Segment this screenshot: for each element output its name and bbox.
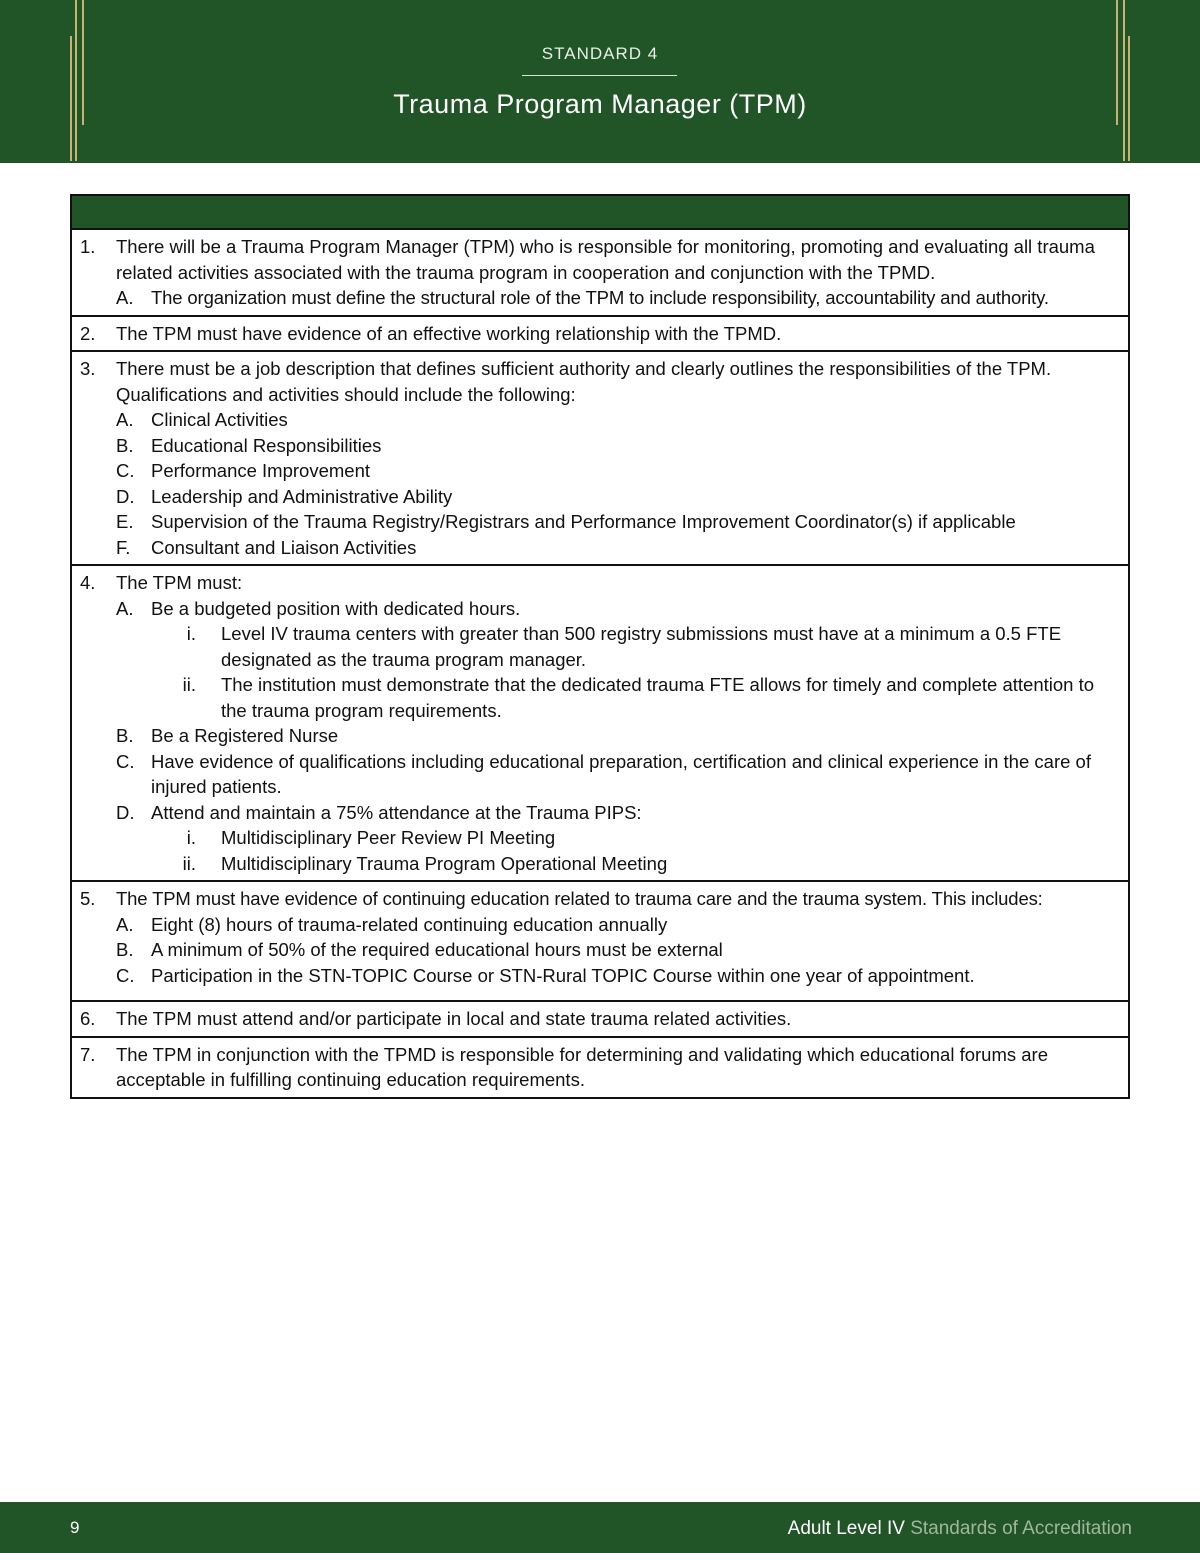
list-item xyxy=(80,356,1118,407)
table-row xyxy=(72,1036,1128,1097)
item-text: There must be a job description that defines sufficient authority and clearly outlines the responsibilities of the TPM. Qualifications and activities should include the following: xyxy=(116,358,1052,405)
sub-item xyxy=(80,285,1118,311)
sub-item-text: A minimum of 50% of the required educational hours must be external xyxy=(151,939,723,960)
sub-item xyxy=(80,484,1118,510)
sub-item-letter: D. xyxy=(116,801,135,823)
sub-item-text: Eight (8) hours of trauma-related continuing education annually xyxy=(151,913,668,935)
table-row xyxy=(72,230,1128,315)
sub-item-letter: C. xyxy=(116,460,135,481)
sub-item-letter: A. xyxy=(116,287,134,308)
sub-item-text: Clinical Activities xyxy=(151,409,288,430)
sub-item xyxy=(80,433,1118,459)
sub-item-letter: A. xyxy=(116,597,134,619)
item-text: The TPM must: xyxy=(116,572,243,593)
page-title: Trauma Program Manager (TPM) xyxy=(393,89,807,119)
roman-numeral: i. xyxy=(186,827,196,848)
list-item xyxy=(80,234,1118,285)
item-number: 7. xyxy=(80,1043,96,1065)
list-item xyxy=(80,570,1118,596)
sub-item-letter: A. xyxy=(116,913,134,935)
sub-item-text: Participation in the STN-TOPIC Course or STN-Rural TOPIC Course within one year of appointment. xyxy=(151,964,975,986)
sub-item xyxy=(80,749,1118,800)
page-footer xyxy=(0,1502,1200,1553)
sub-item-text: Leadership and Administrative Ability xyxy=(151,485,453,507)
table-row xyxy=(72,315,1128,351)
list-item xyxy=(80,1006,1118,1032)
sub-item xyxy=(80,535,1118,561)
page-header xyxy=(0,0,1200,163)
header-ornament-line xyxy=(1123,0,1125,161)
sub-sub-item xyxy=(80,672,1118,723)
list-item xyxy=(80,321,1118,347)
table-row xyxy=(72,564,1128,880)
sub-item-text: Be a budgeted position with dedicated hours. xyxy=(151,597,521,619)
item-text: The TPM must attend and/or participate in local and state trauma related activities. xyxy=(116,1008,792,1029)
item-text: The TPM must have evidence of continuing education related to trauma care and the trauma system. This includes: xyxy=(116,888,1043,909)
standard-label: STANDARD 4 xyxy=(541,44,659,63)
sub-sub-item-text: Multidisciplinary Trauma Program Operational Meeting xyxy=(221,852,668,874)
header-ornament-line xyxy=(75,0,77,161)
item-text: The TPM in conjunction with the TPMD is responsible for determining and validating which educational forums are acceptable in fulfilling continuing education requirements. xyxy=(116,1043,1048,1090)
sub-item-letter: C. xyxy=(116,750,135,772)
sub-item-text: Be a Registered Nurse xyxy=(151,725,339,746)
sub-item-letter: B. xyxy=(116,725,134,746)
sub-item-text: The organization must define the structural role of the TPM to include responsibility, accountability and authority. xyxy=(151,287,1049,308)
table-row xyxy=(72,350,1128,564)
sub-item-letter: B. xyxy=(116,434,134,456)
sub-item xyxy=(80,596,1118,622)
sub-item-letter: A. xyxy=(116,409,134,430)
list-item xyxy=(80,886,1118,912)
sub-item xyxy=(80,723,1118,749)
sub-item-letter: B. xyxy=(116,939,134,960)
sub-item xyxy=(80,800,1118,826)
header-divider xyxy=(522,75,677,76)
sub-sub-item xyxy=(80,621,1118,672)
sub-sub-item xyxy=(80,825,1118,851)
page-number: 9 xyxy=(70,1518,80,1537)
sub-item-text: Supervision of the Trauma Registry/Registrars and Performance Improvement Coordinator(s) if applicable xyxy=(151,511,1016,532)
sub-item-letter: C. xyxy=(116,964,135,986)
roman-numeral: ii. xyxy=(182,852,196,874)
sub-item xyxy=(80,407,1118,433)
footer-brand-bold: Adult Level IV xyxy=(787,1518,905,1539)
table-row xyxy=(72,880,1128,1000)
item-number: 4. xyxy=(80,572,96,593)
table-header-bar xyxy=(72,196,1128,230)
sub-item xyxy=(80,937,1118,963)
item-text: There will be a Trauma Program Manager (TPM) who is responsible for monitoring, promoting and evaluating all trauma related activities associated with the trauma program in cooperation and conjunction with the TPMD. xyxy=(116,236,1095,283)
sub-sub-item-text: Level IV trauma centers with greater than 500 registry submissions must have at a minimum a 0.5 FTE designated as the trauma program manager. xyxy=(221,623,1062,670)
item-number: 2. xyxy=(80,322,96,344)
sub-item xyxy=(80,509,1118,535)
sub-item-letter: D. xyxy=(116,485,135,507)
sub-item xyxy=(80,912,1118,938)
sub-item-text: Educational Responsibilities xyxy=(151,434,382,456)
sub-sub-item-text: Multidisciplinary Peer Review PI Meeting xyxy=(221,827,556,848)
list-item xyxy=(80,1042,1118,1093)
roman-numeral: i. xyxy=(186,623,196,644)
sub-item-text: Attend and maintain a 75% attendance at the Trauma PIPS: xyxy=(151,801,642,823)
standards-table xyxy=(70,194,1130,1099)
sub-item-text: Performance Improvement xyxy=(151,460,371,481)
sub-sub-item-text: The institution must demonstrate that the dedicated trauma FTE allows for timely and complete attention to the trauma program requirements. xyxy=(221,674,1095,721)
roman-numeral: ii. xyxy=(182,674,196,695)
item-number: 5. xyxy=(80,888,96,909)
table-row xyxy=(72,1000,1128,1036)
item-number: 3. xyxy=(80,358,96,379)
sub-item-text: Have evidence of qualifications including educational preparation, certification and clinical experience in the care of injured patients. xyxy=(151,750,1091,797)
sub-sub-item xyxy=(80,851,1118,877)
sub-item-letter: F. xyxy=(116,536,131,558)
item-text: The TPM must have evidence of an effective working relationship with the TPMD. xyxy=(116,322,782,344)
item-number: 6. xyxy=(80,1008,96,1029)
footer-brand-light: Standards of Accreditation xyxy=(910,1518,1132,1539)
sub-item-letter: E. xyxy=(116,511,134,532)
sub-item xyxy=(80,458,1118,484)
sub-item xyxy=(80,963,1118,997)
sub-item-text: Consultant and Liaison Activities xyxy=(151,536,417,558)
item-number: 1. xyxy=(80,236,96,257)
footer-brand xyxy=(788,1518,1132,1540)
